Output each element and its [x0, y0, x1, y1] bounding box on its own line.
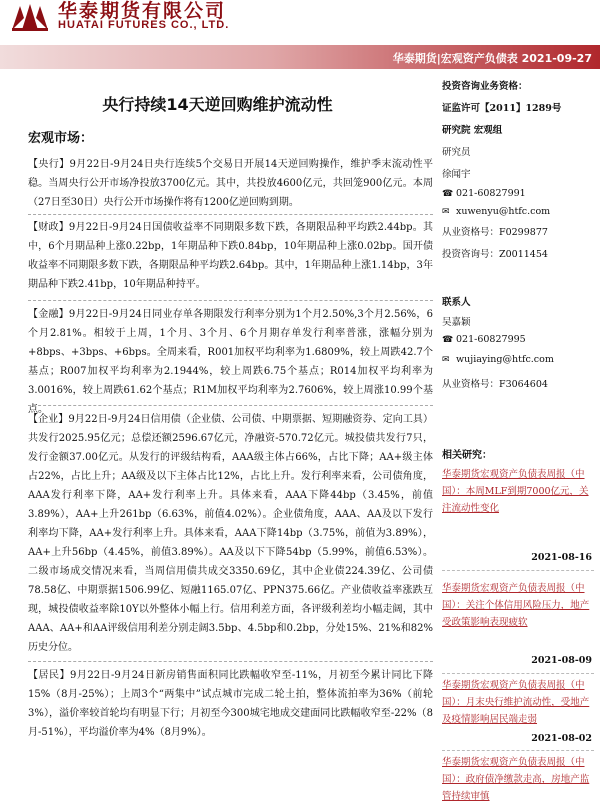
company-name-en: HUATAI FUTURES CO., LTD. [58, 19, 230, 31]
divider [28, 661, 433, 662]
divider [442, 750, 594, 751]
divider [442, 570, 594, 571]
divider [28, 214, 433, 215]
divider [442, 673, 594, 674]
contact-email[interactable]: wujiaying@htfc.com [456, 354, 554, 365]
related-report-link[interactable]: 华泰期货宏观资产负债表周报（中国）：月末央行维护流动性，受地产及疫情影响居民端走弱 [442, 680, 590, 725]
related-report-link[interactable]: 华泰期货宏观资产负债表周报（中国）：本周MLF到期7000亿元，关注流动性变化 [442, 469, 589, 514]
paragraph-enterprise: 【企业】9月22日-9月24日信用债（企业债、公司债、中期票据、短期融资券、定向工具）共发行2025.95亿元；总偿还额2596.67亿元，净融资-570.72亿元。城投债共发行7只，发行金额37.00亿元。从发行的评级结构看，AAA级主体占66%，占比下降；AA+级主体占22%，占比上升；AA级及以下主体占比12%，占比上升。发行利率来看，公司债角度，AAA发行利率下降，AA+发行利率上升。具体来看，AAA下降44bp（3.45%，前值3.89%），AA+上升261bp（6.63%，前值4.02%）。企业债角度，AAA、AA及以下发行利率均下降，AA+发行利率上升。具体来看，AAA下降14bp（3.75%，前值为3.89%），AA+上升56bp（4.45%，前值3.89%）。AA及以下下降54bp（5.99%，前值6.53%）。二级市场成交情况来看，当周信用债共成交3350.69亿，其中企业债224.39亿、公司债78.58亿、中期票据1506.99亿、短融1165.07亿、PPN375.66亿。产业债收益率涨跌互现，城投债收益率除10Y以外整体小幅上行。信用利差方面，各评级利差均小幅走阔，其中AAA、AA+和AA评级信用利差分别走阔3.5bp、4.5bp和0.2bp，分处15%、21%和82%历史分位。 [28, 414, 433, 653]
divider [28, 300, 433, 301]
phone-icon: ☎ [442, 335, 454, 345]
related-report-date: 2021-08-09 [531, 655, 592, 666]
huatai-logo-icon [10, 2, 50, 32]
divider [28, 405, 433, 406]
researcher-cert: 从业资格号：F0299877 [442, 227, 548, 238]
researcher-label: 研究员 [442, 147, 471, 158]
related-report-date: 2021-08-02 [531, 733, 592, 744]
related-report-link[interactable]: 华泰期货宏观资产负债表周报（中国）：关注个体信用风险压力，地产受政策影响表现疲软 [442, 583, 590, 628]
mail-icon: ✉ [442, 207, 450, 217]
related-report-link[interactable]: 华泰期货宏观资产负债表周报（中国）：政府债净缴款走高，房地产监管持续审慎 [442, 757, 590, 802]
researcher-name: 徐闻宇 [442, 169, 471, 180]
company-name-cn: 华泰期货有限公司 [58, 0, 227, 22]
paragraph-fiscal: 【财政】9月22日-9月24日国债收益率不同期限多数下跌，各期限品种平均跌2.44bp。其中，6个月期品种上涨0.22bp，1年期品种下跌0.84bp，10年期品种上涨0.02bp。国开债收益率不同期限多数下跌，各期限品种平均跌2.64bp。其中，1年期品种上涨1.14bp，3年期品种下跌2.41bp，10年期品种持平。 [28, 222, 433, 290]
related-research-title: 相关研究： [442, 450, 492, 461]
contact-phone-row [442, 334, 526, 345]
paragraph-household: 【居民】9月22日-9月24日新房销售面积同比跌幅收窄至-11%，月初至今累计同比下降15%（8月-25%）；上周3个“两集中”试点城市完成二轮土拍，整体流拍率为36%（前轮3%），溢价率较首轮均有明显下行；月初至今300城宅地成交建面同比跌幅收窄至-22%（8月-51%），平均溢价率为4%（8月9%）。 [28, 670, 433, 738]
contact-cert: 从业资格号：F3064604 [442, 379, 548, 390]
contact-label: 联系人 [442, 297, 471, 308]
contact-phone: 021-60827995 [456, 334, 526, 345]
researcher-invest-cert: 投资咨询号：Z0011454 [442, 249, 548, 260]
department: 研究院 宏观组 [442, 125, 503, 136]
header-report-info: 华泰期货|宏观资产负债表 2021-09-27 [392, 52, 592, 65]
consult-label: 投资咨询业务资格： [442, 81, 528, 92]
paragraph-central-bank: 【央行】9月22日-9月24日央行连续5个交易日开展14天逆回购操作，维护季末流动性平稳。当周央行公开市场净投放3700亿元。其中，共投放4600亿元，共回笼900亿元。本周（27日至30日）央行公开市场操作将有1200亿逆回购到期。 [28, 159, 433, 208]
related-report-date: 2021-08-16 [531, 552, 592, 563]
researcher-phone: 021-60827991 [456, 188, 526, 199]
company-logo [8, 0, 308, 34]
researcher-phone-row [442, 188, 526, 199]
researcher-email[interactable]: xuwenyu@htfc.com [456, 206, 551, 217]
section-title: 宏观市场： [28, 131, 94, 146]
mail-icon: ✉ [442, 355, 450, 365]
contact-name: 吴嘉颖 [442, 317, 471, 328]
header-bar [0, 45, 600, 69]
researcher-email-row [442, 206, 550, 217]
contact-email-row [442, 354, 554, 365]
report-title: 央行持续14天逆回购维护流动性 [102, 95, 333, 114]
paragraph-finance: 【金融】9月22日-9月24日同业存单各期限发行利率分别为1个月2.50%,3个月2.56%，6个月2.81%。相较于上周，1个月、3个月、6个月期存单发行利率普涨，涨幅分别为+8bps、+3bps、+6bps。全周来看，R001加权平均利率为1.6809%，较上周跌42.7个基点；R007加权平均利率为2.1944%，较上周跌6.75个基点；R014加权平均利率为3.0016%，较上周跌61.62个基点；R1M加权平均利率为2.7606%，较上周涨10.99个基点。 [28, 309, 433, 415]
license-number: 证监许可【2011】1289号 [442, 103, 562, 114]
phone-icon: ☎ [442, 189, 454, 199]
